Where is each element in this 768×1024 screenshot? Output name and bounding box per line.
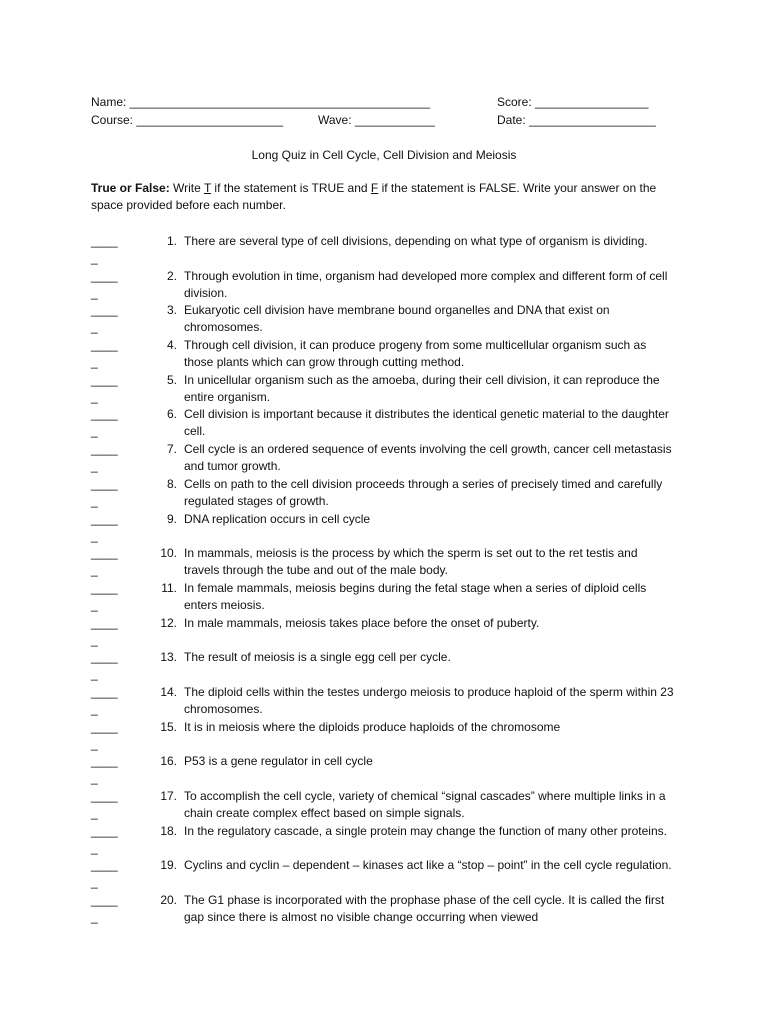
question-item (91, 476, 691, 511)
score-field[interactable]: Score: _________________ (497, 95, 649, 109)
question-item (91, 406, 691, 441)
question-number: 12. (160, 615, 177, 630)
question-text: Cells on path to the cell division proceeds through a series of precisely timed and carefully regulated stages of growth. (184, 476, 663, 508)
answer-blank[interactable]: ____ _ (91, 789, 118, 820)
question-item (91, 580, 691, 615)
question-item (91, 302, 691, 337)
answer-blank[interactable]: ____ _ (91, 580, 118, 612)
answer-blank[interactable]: ____ _ (91, 303, 118, 335)
question-number: 3. (166, 303, 177, 318)
question-item (91, 268, 691, 303)
question-item (91, 233, 691, 268)
question-text: There are several type of cell divisions, depending on what type of organism is dividing. (184, 234, 648, 248)
question-item (91, 684, 691, 719)
question-item (91, 649, 691, 684)
question-text: In mammals, meiosis is the process by which the sperm is set out to the ret testis and travels through the tube and out of the male body. (184, 546, 638, 578)
answer-blank[interactable]: ____ _ (91, 893, 118, 925)
question-item (91, 511, 691, 546)
answer-blank[interactable]: ____ _ (91, 719, 118, 751)
answer-blank[interactable]: ____ _ (91, 615, 118, 647)
question-text: To accomplish the cell cycle, variety of chemical “signal cascades” where multiple links in a chain create complex effect based on simple signals. (184, 789, 666, 820)
date-field[interactable]: Date: ___________________ (497, 113, 656, 127)
question-list (91, 233, 691, 927)
question-text: Cyclins and cyclin – dependent – kinases act like a “stop – point” in the cell cycle regulation. (184, 858, 672, 873)
question-text: The result of meiosis is a single egg cell per cycle. (184, 650, 451, 665)
question-text: DNA replication occurs in cell cycle (184, 511, 371, 526)
question-item (91, 892, 691, 927)
question-text: In the regulatory cascade, a single protein may change the function of many other proteins. (184, 823, 667, 838)
question-number: 4. (166, 338, 177, 353)
question-number: 14. (160, 684, 177, 699)
answer-blank[interactable]: ____ _ (91, 338, 118, 370)
question-text: In unicellular organism such as the amoeba, during their cell division, it can reproduce the entire organism. (184, 372, 660, 404)
question-number: 19. (160, 858, 177, 873)
question-item (91, 753, 691, 788)
question-text: Through cell division, it can produce progeny from some multicellular organism such as those plants which can grow through cutting method. (184, 338, 647, 370)
question-item (91, 857, 691, 892)
question-number: 18. (160, 823, 177, 838)
question-text: In male mammals, meiosis takes place before the onset of puberty. (184, 615, 540, 630)
header-row-2 (91, 111, 691, 129)
question-text: The G1 phase is incorporated with the prophase phase of the cell cycle. It is called the first gap since there is almost no visible change occurring when viewed (184, 893, 665, 925)
question-number: 9. (166, 511, 177, 526)
name-field[interactable]: Name: _____________________________________________ (91, 95, 430, 109)
question-number: 20. (160, 893, 177, 908)
answer-blank[interactable]: ____ _ (91, 754, 118, 786)
answer-blank[interactable]: ____ _ (91, 372, 118, 404)
question-text: The diploid cells within the testes undergo meiosis to produce haploid of the sperm within 23 chromosomes. (184, 684, 674, 716)
question-number: 6. (166, 407, 177, 422)
question-number: 11. (161, 580, 177, 595)
question-number: 5. (166, 372, 177, 387)
question-text: Eukaryotic cell division have membrane bound organelles and DNA that exist on chromosomes. (184, 303, 610, 335)
question-text: Through evolution in time, organism had developed more complex and different form of cell division. (184, 268, 668, 300)
question-item (91, 615, 691, 650)
instructions: True or False: Write T if the statement is TRUE and F if the statement is FALSE. Write your answer on the space provided before each number. (91, 181, 657, 212)
answer-blank[interactable]: ____ _ (91, 546, 118, 578)
question-text: It is in meiosis where the diploids produce haploids of the chromosome (184, 719, 561, 734)
question-text: Cell division is important because it distributes the identical genetic material to the daughter cell. (184, 407, 669, 439)
question-number: 15. (160, 719, 177, 734)
answer-blank[interactable]: ____ _ (91, 511, 118, 543)
question-item (91, 372, 691, 407)
instructions-lead: True or False: (91, 181, 170, 195)
answer-blank[interactable]: ____ _ (91, 650, 118, 682)
question-number: 16. (160, 754, 177, 769)
question-item (91, 441, 691, 476)
question-item (91, 545, 691, 580)
question-item (91, 719, 691, 754)
question-text: Cell cycle is an ordered sequence of events involving the cell growth, cancer cell metastasis and tumor growth. (184, 442, 672, 474)
question-item (91, 823, 691, 858)
question-item (91, 788, 691, 823)
question-text: In female mammals, meiosis begins during the fetal stage when a series of diploid cells enters meiosis. (184, 580, 647, 612)
question-number: 2. (166, 268, 177, 283)
question-number: 1. (166, 234, 177, 248)
answer-blank[interactable]: ____ _ (91, 442, 118, 474)
question-number: 13. (160, 650, 177, 665)
question-item (91, 337, 691, 372)
wave-field[interactable]: Wave: ____________ (318, 113, 435, 127)
question-number: 10. (160, 546, 177, 561)
answer-blank[interactable]: ____ _ (91, 858, 118, 890)
question-number: 7. (166, 442, 177, 457)
answer-blank[interactable]: ____ _ (91, 407, 118, 439)
question-number: 17. (160, 789, 177, 803)
answer-blank[interactable]: ____ _ (91, 823, 118, 855)
quiz-title: Long Quiz in Cell Cycle, Cell Division and Meiosis (251, 148, 517, 162)
course-field[interactable]: Course: ______________________ (91, 113, 284, 127)
answer-blank[interactable]: ____ _ (91, 234, 118, 265)
answer-blank[interactable]: ____ _ (91, 476, 118, 508)
question-text: P53 is a gene regulator in cell cycle (184, 754, 373, 769)
question-number: 8. (166, 476, 177, 491)
answer-blank[interactable]: ____ _ (91, 684, 118, 716)
header-row-1 (91, 93, 691, 111)
answer-blank[interactable]: ____ _ (91, 268, 118, 300)
